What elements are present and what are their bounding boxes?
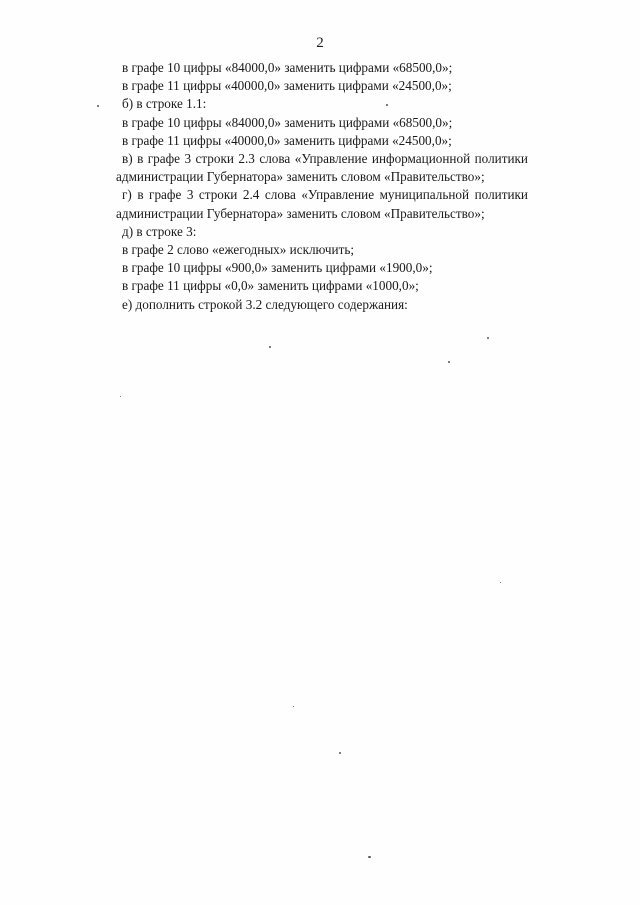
text-line: д) в строке 3: bbox=[122, 223, 197, 239]
text-line: в графе 11 цифры «40000,0» заменить цифрами «24500,0»; bbox=[122, 132, 452, 148]
paragraph-v: в) в графе 3 строки 2.3 слова «Управление информационной политики администрации Губернатора» заменить словом «Правительство»; bbox=[116, 151, 528, 185]
scan-speck bbox=[448, 361, 450, 363]
page-number: 2 bbox=[316, 35, 324, 51]
text-line: в графе 10 цифры «900,0» заменить цифрами «1900,0»; bbox=[122, 260, 433, 276]
scan-speck bbox=[339, 752, 341, 754]
text-line: в графе 11 цифры «0,0» заменить цифрами «1000,0»; bbox=[122, 278, 419, 294]
document-body bbox=[116, 59, 528, 314]
scan-speck bbox=[500, 582, 501, 583]
scan-speck bbox=[368, 856, 371, 858]
text-line: в графе 10 цифры «84000,0» заменить цифрами «68500,0»; bbox=[122, 114, 453, 130]
scan-speck bbox=[487, 337, 489, 339]
text-line: в графе 10 цифры «84000,0» заменить цифрами «68500,0»; bbox=[122, 60, 453, 75]
scan-speck bbox=[386, 104, 388, 106]
scan-speck bbox=[293, 706, 294, 707]
paragraph-g: г) в графе 3 строки 2.4 слова «Управление муниципальной политики администрации Губернатора» заменить словом «Правительство»; bbox=[116, 187, 528, 221]
text-line: в графе 2 слово «ежегодных» исключить; bbox=[122, 242, 355, 258]
scan-speck bbox=[97, 105, 99, 107]
scan-speck bbox=[269, 346, 271, 348]
text-line: е) дополнить строкой 3.2 следующего содержания: bbox=[122, 296, 408, 312]
scan-speck bbox=[120, 396, 121, 397]
text-line: б) в строке 1.1: bbox=[122, 96, 207, 112]
text-line: в графе 11 цифры «40000,0» заменить цифрами «24500,0»; bbox=[122, 78, 452, 94]
